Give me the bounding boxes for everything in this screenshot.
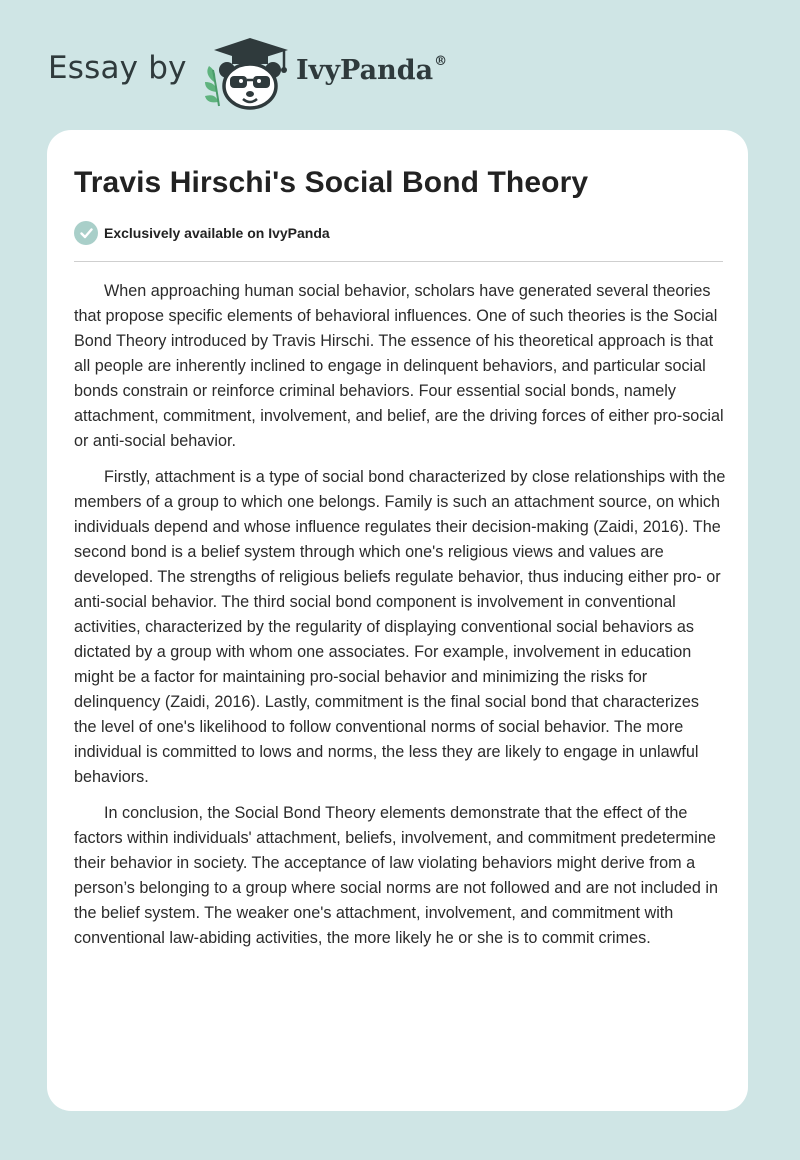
paragraph-1: When approaching human social behavior, scholars have generated several theories that propose specific elements of behavioral influences. One of such theories is the Social Bond Theory introduced by Travis Hirschi. The essence of his theoretical approach is that all people are inherently inclined to engage in delinquent behaviors, and particular social bonds constrain or reinforce criminal behaviors. Four essential social bonds, namely attachment, commitment, involvement, and belief, are the driving forces of either pro-social or anti-social behavior. (74, 282, 724, 450)
page-title: Travis Hirschi's Social Bond Theory (74, 166, 589, 199)
panda-logo-icon[interactable] (200, 36, 292, 110)
check-icon (74, 221, 98, 245)
essay-by-label: Essay by (48, 50, 187, 86)
essay-body (74, 279, 726, 962)
exclusive-badge (74, 221, 330, 245)
essay-card (47, 130, 748, 1111)
exclusive-badge-text: Exclusively available on IvyPanda (104, 225, 330, 241)
paragraph-2: Firstly, attachment is a type of social bond characterized by close relationships with the members of a group to which one belongs. Family is such an attachment source, on which individuals depend and whose influence regulates their decision-making (Zaidi, 2016). The second bond is a belief system through which one's religious views and values are developed. The strengths of religious beliefs regulate behavior, thus inducing either pro- or anti-social behavior. The third social bond component is involvement in conventional activities, characterized by the regularity of displaying conventional social behaviors as dictated by a group with whom one associates. For example, involvement in education might be a factor for maintaining pro-social behavior and minimizing the risks for delinquency (Zaidi, 2016). Lastly, commitment is the final social bond that characterizes the level of one's likelihood to follow conventional norms of social behavior. The more individual is committed to lows and norms, the less they are likely to engage in unlawful behaviors. (74, 468, 726, 786)
paragraph-3: In conclusion, the Social Bond Theory elements demonstrate that the effect of the factors within individuals' attachment, beliefs, involvement, and commitment predetermine their behavior in society. The acceptance of law violating behaviors might derive from a person’s belonging to a group where social norms are not followed and are not included in the belief system. The weaker one's attachment, involvement, and commitment with conventional law-abiding activities, the more likely he or she is to commit crimes. (74, 804, 719, 947)
site-header (0, 0, 800, 130)
brand-name[interactable]: IvyPanda® (296, 54, 448, 86)
divider (74, 261, 723, 262)
